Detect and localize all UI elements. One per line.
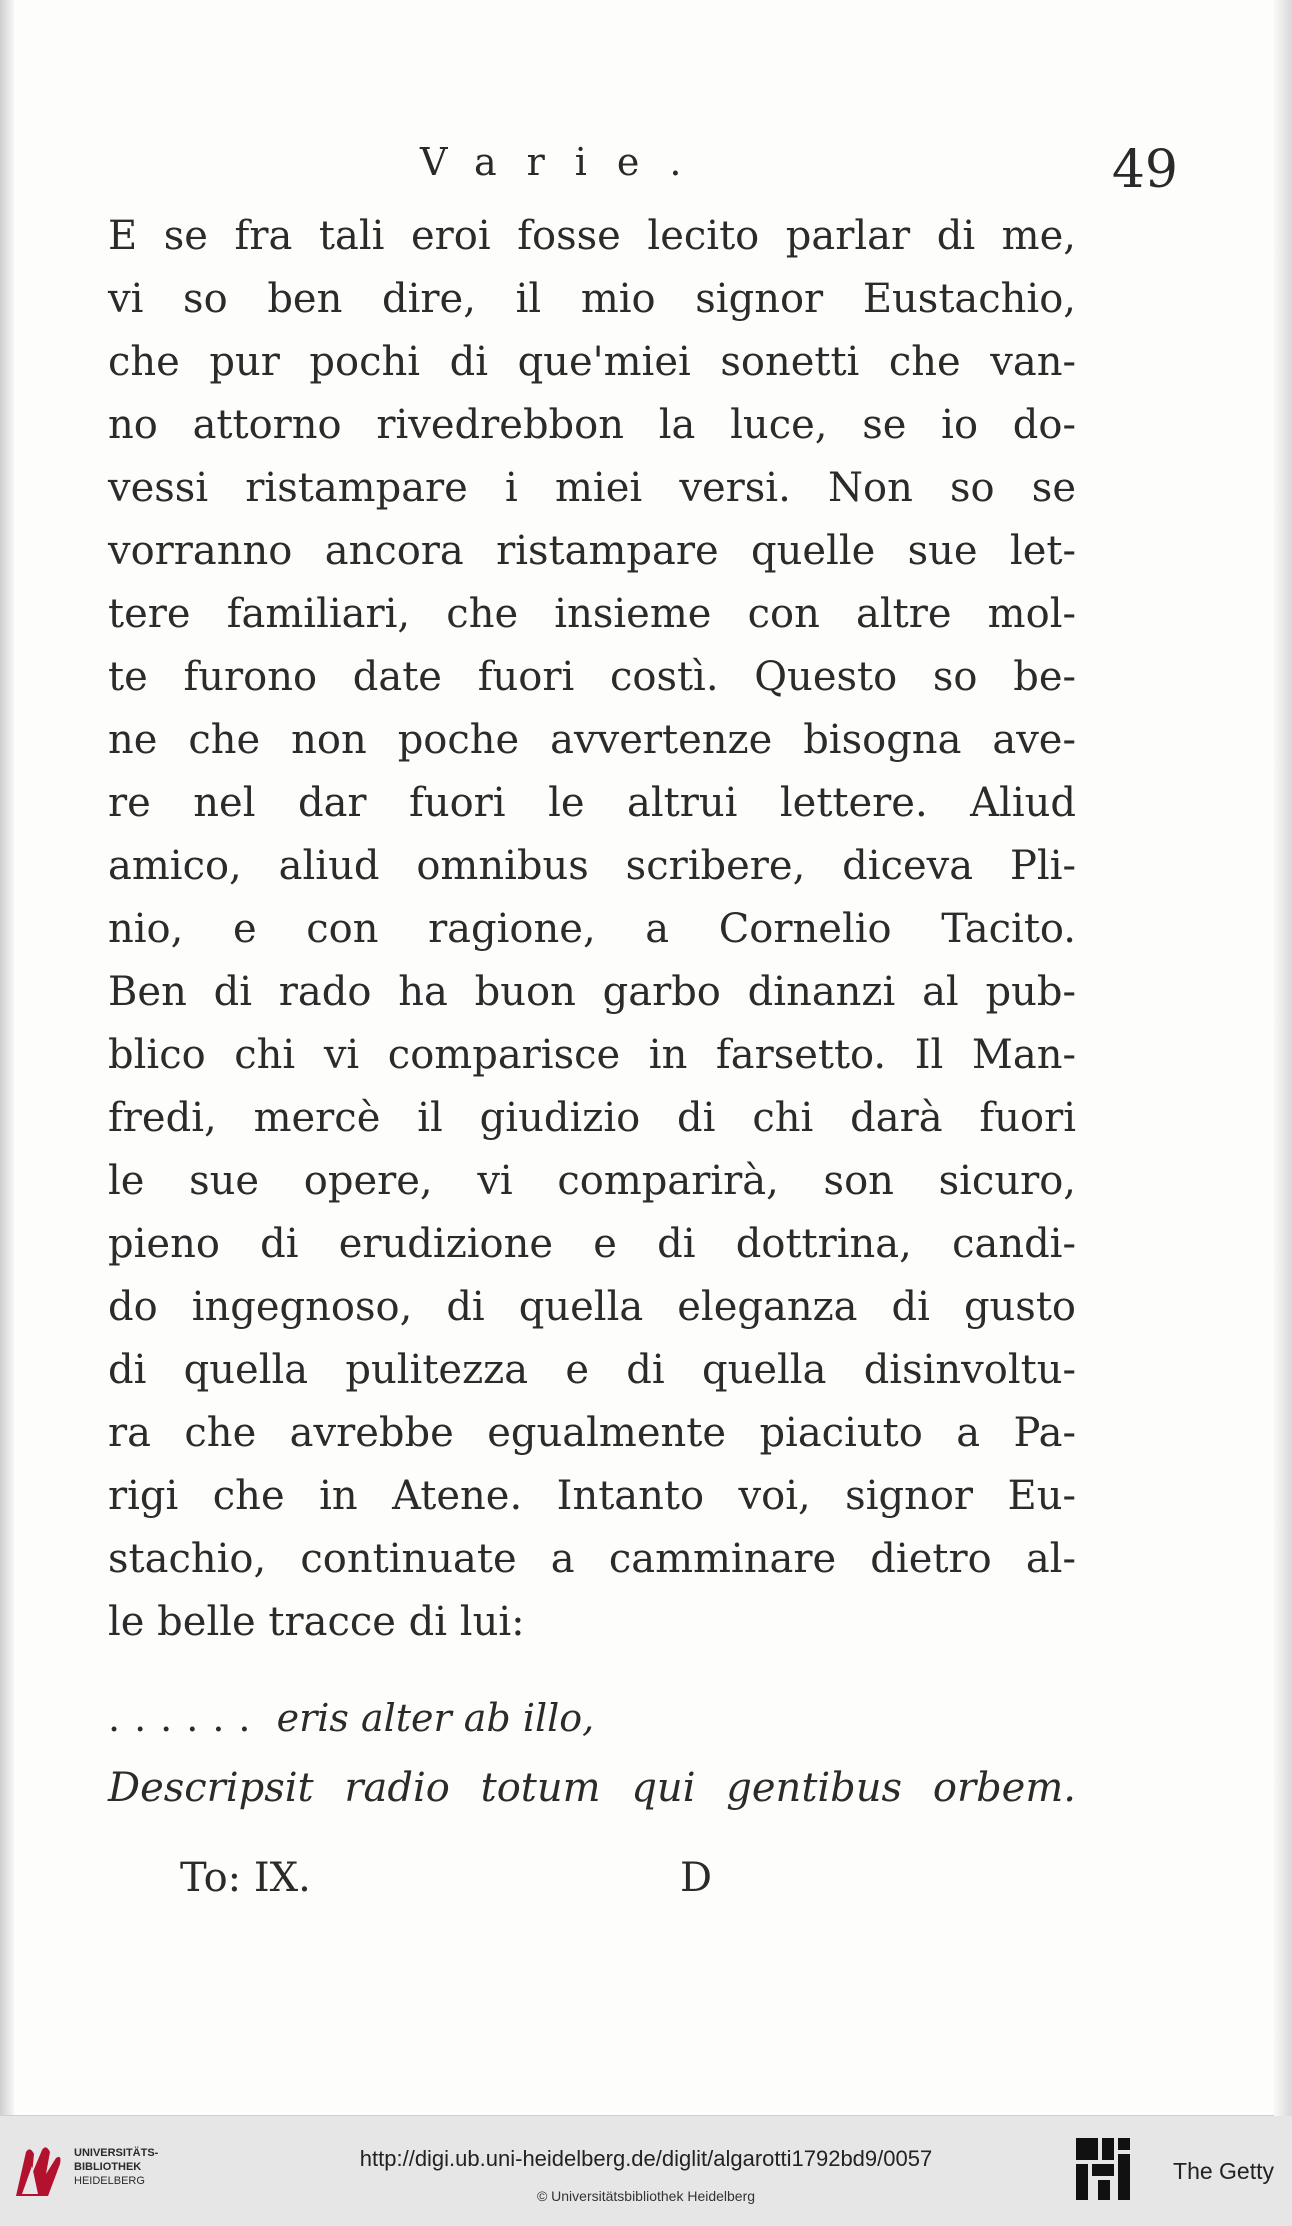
text-line: nio, e con ragione, a Cornelio Tacito. (108, 906, 1076, 952)
running-title: Varie. (420, 140, 712, 184)
quote-line-2: Descripsit radio totum qui gentibus orbem. (108, 1765, 1076, 1811)
verse-quote (108, 1683, 1076, 1823)
text-line: vorranno ancora ristampare quelle sue let- (108, 528, 1076, 574)
text-line: re nel dar fuori le altrui lettere. Aliud (108, 780, 1076, 826)
text-line: amico, aliud omnibus scribere, diceva Pli- (108, 843, 1076, 889)
text-line: ne che non poche avvertenze bisogna ave- (108, 717, 1076, 763)
text-line: vi so ben dire, il mio signor Eustachio, (108, 276, 1076, 322)
quote-line-1 (108, 1683, 1076, 1753)
text-line: blico chi vi comparisce in farsetto. Il Man- (108, 1032, 1076, 1078)
library-name-line-2: BIBLIOTHEK (74, 2161, 142, 2173)
text-line: no attorno rivedrebbon la luce, se io do- (108, 402, 1076, 448)
partner-name: The Getty (1173, 2158, 1274, 2184)
signature-line (140, 1855, 840, 1915)
text-line: Ben di rado ha buon garbo dinanzi al pub- (108, 969, 1076, 1015)
page-number: 49 (1111, 140, 1178, 200)
text-line: le sue opere, vi comparirà, son sicuro, (108, 1158, 1076, 1204)
text-line: E se fra tali eroi fosse lecito parlar di me, (108, 213, 1076, 259)
quote-line-1-text: eris alter ab illo, (276, 1696, 595, 1740)
text-line: fredi, mercè il giudizio di chi darà fuori (108, 1095, 1076, 1141)
ellipsis-dots: ...... (108, 1696, 265, 1740)
text-line: pieno di erudizione e di dottrina, candi- (108, 1221, 1076, 1267)
library-name-line-1: UNIVERSITÄTS- (74, 2147, 159, 2159)
signature-mark: D (680, 1855, 713, 1901)
page-header (100, 140, 1178, 210)
viewer-footer (0, 2115, 1292, 2226)
library-name-line-3: HEIDELBERG (74, 2175, 145, 2187)
permalink-url[interactable]: http://digi.ub.uni-heidelberg.de/diglit/algarotti1792bd9/0057 (359, 2146, 933, 2171)
text-line: di quella pulitezza e di quella disinvoltu- (108, 1347, 1076, 1393)
body-text (108, 205, 1076, 1654)
getty-logo-icon (1074, 2136, 1132, 2204)
text-line: stachio, continuate a camminare dietro al- (108, 1536, 1076, 1582)
text-line: tere familiari, che insieme con altre mol- (108, 591, 1076, 637)
volume-mark: To: IX. (180, 1855, 311, 1901)
text-line: rigi che in Atene. Intanto voi, signor Eu- (108, 1473, 1076, 1519)
text-line: ra che avrebbe egualmente piaciuto a Pa- (108, 1410, 1076, 1456)
copyright-notice: © Universitätsbibliothek Heidelberg (536, 2188, 756, 2204)
text-line: le belle tracce di lui: (108, 1599, 525, 1645)
text-line: do ingegnoso, di quella eleganza di gusto (108, 1284, 1076, 1330)
text-line: vessi ristampare i miei versi. Non so se (108, 465, 1076, 511)
text-line: te furono date fuori costì. Questo so be- (108, 654, 1076, 700)
text-line: che pur pochi di que'miei sonetti che van- (108, 339, 1076, 385)
